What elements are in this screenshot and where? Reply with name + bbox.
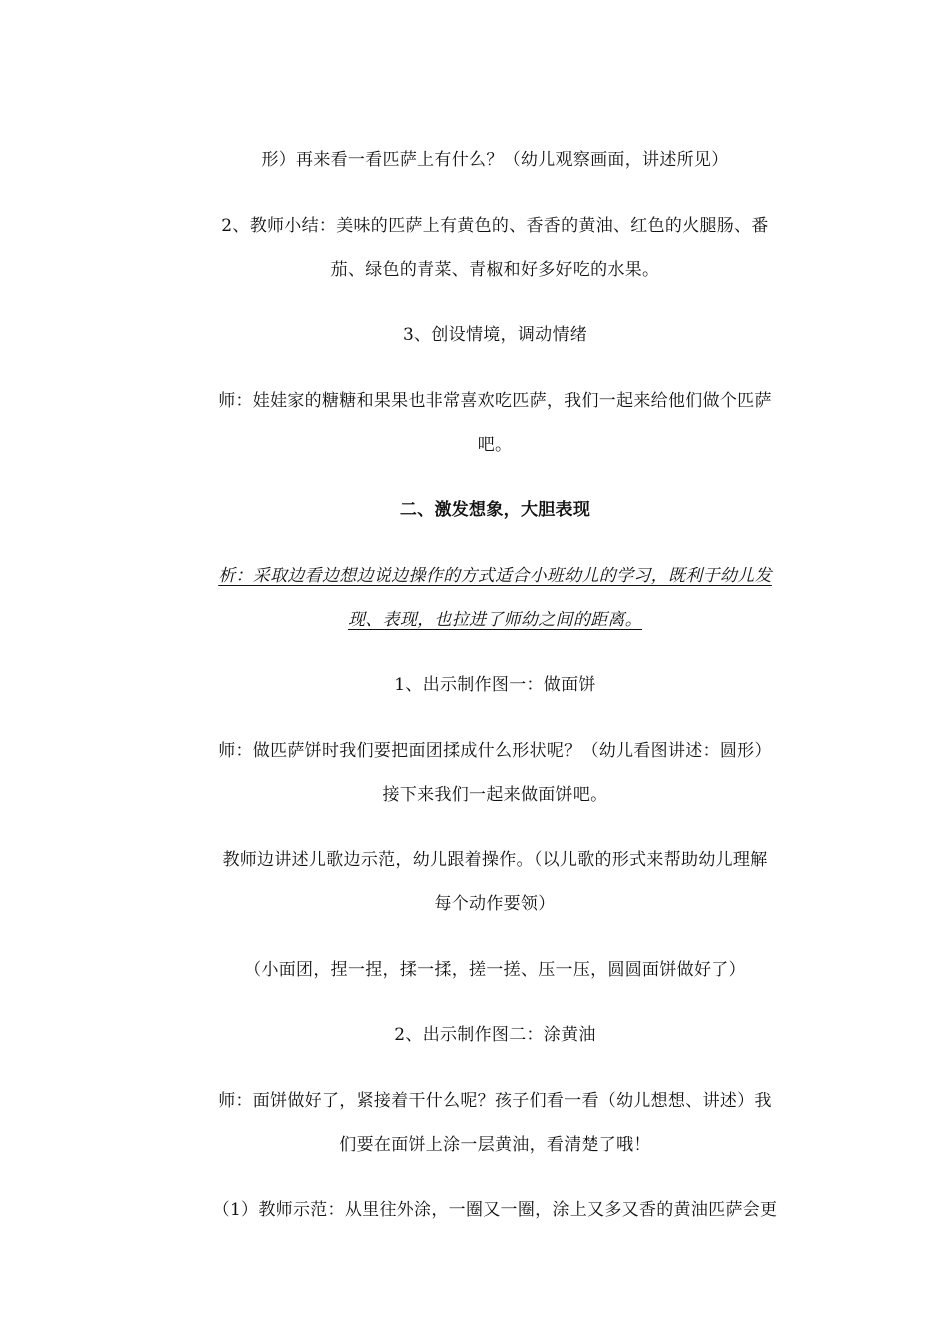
text-line-rhyme-demo: 教师边讲述儿歌边示范，幼儿跟着操作。（以儿歌的形式来帮助幼儿理解 xyxy=(222,850,768,870)
section-heading: 二、激发想象，大胆表现 xyxy=(399,500,591,520)
analysis-note-cont: 现、表现，也拉进了师幼之间的距离。 xyxy=(347,610,643,630)
text-line-rhyme-demo-cont: 每个动作要领） xyxy=(434,894,556,914)
text-line-teacher-dollhouse: 师：娃娃家的糖糖和果果也非常喜欢吃匹萨，我们一起来给他们做个匹萨 xyxy=(218,391,772,411)
text-line-observe-pizza: 形）再来看一看匹萨上有什么？（幼儿观察画面，讲述所见） xyxy=(261,150,729,170)
text-line-create-situation: 3、创设情境，调动情绪 xyxy=(402,325,588,345)
text-line-next-step-cont: 们要在面饼上涂一层黄油，看清楚了哦！ xyxy=(339,1135,651,1155)
text-line-rhyme: （小面团，捏一捏，揉一揉，搓一搓、压一压，圆圆面饼做好了） xyxy=(244,960,746,980)
text-line-teacher-demo: （1）教师示范：从里往外涂，一圈又一圈，涂上又多又香的黄油匹萨会更 xyxy=(212,1200,778,1220)
text-line-step-two: 2、出示制作图二：涂黄油 xyxy=(394,1025,596,1045)
analysis-note: 析：采取边看边想边说边操作的方式适合小班幼儿的学习，既利于幼儿发 xyxy=(218,566,772,586)
text-line-dough-shape: 师：做匹萨饼时我们要把面团揉成什么形状呢？（幼儿看图讲述：圆形） xyxy=(218,741,772,761)
text-line-teacher-summary: 2、教师小结：美味的匹萨上有黄色的、香香的黄油、红色的火腿肠、番 xyxy=(221,216,769,236)
text-line-step-one: 1、出示制作图一：做面饼 xyxy=(394,675,596,695)
text-line-teacher-dollhouse-cont: 吧。 xyxy=(477,435,513,455)
text-line-teacher-summary-cont: 茄、绿色的青菜、青椒和好多好吃的水果。 xyxy=(330,260,660,280)
text-line-dough-shape-cont: 接下来我们一起来做面饼吧。 xyxy=(382,785,608,805)
text-line-next-step: 师：面饼做好了，紧接着干什么呢？孩子们看一看（幼儿想想、讲述）我 xyxy=(218,1091,772,1111)
